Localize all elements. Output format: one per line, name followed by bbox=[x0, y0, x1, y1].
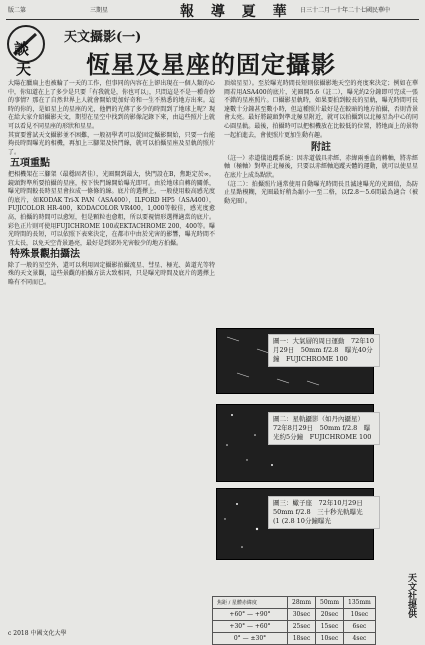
table-corner: 焦距 / 星體赤緯度 bbox=[213, 597, 288, 609]
caption-1: 圖一：大氣層的周日運動 72年10月29日 50mm f/2.8 曝光40分鐘 FUJICHROME 100 bbox=[268, 334, 380, 367]
column-right bbox=[224, 80, 418, 206]
notes-heading: 附註 bbox=[311, 142, 331, 154]
table-cell: 10sec bbox=[344, 609, 376, 621]
table-cell: 15sec bbox=[316, 621, 344, 633]
column-right-body: 頂端星星）。至於曝光時間長短則依攝影地天空的亮度來決定；例如在華岡若用ASA400的底片，光圈開5.6（註二），曝光約2分鐘即可完成一張不錯的星座照片。口攝影星軌時，如果要拍到較長的星軌，曝光時間可長達數十分鐘甚至數小時，但這種照片最好是在較暗的地方拍攝，否則背景會太亮。最好將鏡頭對準北極星附近，就可以拍攝到以北極星為中心的同心圓星軌。最後，拍攝時可以把相機放在比較低的位置，將地面上的景物一起拍進去，會使照片更加生動有趣。 bbox=[224, 80, 418, 139]
intro-paragraph: 大陽在臘扁上也被輪了一天的工作，但事同的內容在上卻出現在一個人類的心中，你知道在上了多少是只要「有我就是，你也可以」，只問這是不是一種奇妙的事情？那在了自然世界上人就會開始更加好奇和一生不熟悉的地方出來。這時的你的，是如星上的星座的光，他們的光傳了多少的時間到了地球上呢？現在給大家介紹攝影天文，期望在星空中找到的影像記錄下來，由這些照片上就可以看見不同星座的形狀和星星。 bbox=[8, 80, 216, 130]
note-2: （註二）：拍攝照片通常使用自動曝光時間長且滅速曝光的光圈值，為防止星點模糊，光圈最好稍為縮小一至二格，以f2.8～5.6間最為適合（被動光圈）。 bbox=[224, 180, 418, 205]
row-label: +60° — +90° bbox=[213, 609, 288, 621]
caption-2: 圖二：星軌攝影（如丹內攝星） 72年8月29日 50mm f/2.8 曝光約5分鐘 FUJICHROME 100 bbox=[268, 412, 380, 445]
caption-3: 圖三：蠍子座 72年10月29日 50mm f/2.8 三十秒光軌曝光 (1 (2.8 10分鐘曝光 bbox=[268, 496, 380, 529]
table-row bbox=[213, 609, 376, 621]
page-number: 版二第 bbox=[8, 7, 27, 14]
focal-header: 焦距 bbox=[217, 600, 228, 606]
col-135: 135mm bbox=[344, 597, 376, 609]
table-cell: 6sec bbox=[344, 621, 376, 633]
table-cell: 4sec bbox=[344, 633, 376, 645]
row-label: 0° — ±30° bbox=[213, 633, 288, 645]
table-row bbox=[213, 621, 376, 633]
col-50: 50mm bbox=[316, 597, 344, 609]
declination-header: 星體赤緯度 bbox=[231, 600, 257, 606]
intro-paragraph-2: 其實要嘗試天文攝影並不困難，一般初學者可以從固定攝影開始，只要一台能夠長時間曝光的相機，再加上三腳架及快門線，就可以拍攝星座及星軌的照片了。 bbox=[8, 131, 215, 156]
column-left bbox=[8, 80, 215, 288]
table-cell: 20sec bbox=[316, 609, 344, 621]
article-title: 恆星及星座的固定攝影 bbox=[86, 51, 336, 79]
masthead: 報 導 夏 華 bbox=[180, 4, 293, 20]
col-28: 28mm bbox=[288, 597, 316, 609]
table-cell: 10sec bbox=[316, 633, 344, 645]
table-cell: 18sec bbox=[288, 633, 316, 645]
column-logo bbox=[6, 24, 46, 80]
row-label: +30° — +60° bbox=[213, 621, 288, 633]
issue-label: 三期星 bbox=[90, 7, 109, 14]
series-title: 天文攝影(一) bbox=[64, 30, 142, 45]
copyright-mark: c 2018 中國文化大學 bbox=[8, 630, 67, 637]
section-heading-2: 特殊景觀拍攝法 bbox=[10, 249, 80, 261]
date-line: 日三十二月一十年二十七國民華中 bbox=[300, 7, 391, 14]
section-body-1: 把相機架在三腳架（最穩固者佳），光圈開到最大，快門設在B，焦距定於∞，鏡頭對準所要拍攝的星座，按下快門線開始曝光即可。由於地球自轉的關係，曝光時間較長時星星會拉成一條條的線。底片的選擇上，一般使用較高感光度的底片，如KODAK Tri-X PAN（ASA400），ILFORD HP5（ASA400），FUJICOLOR HR-400，KODACOLOR VR400，1,000等較佳，感光度愈高，拍攝的時間可以愈短，但是顆粒也愈粗，所以要視情形選擇適當的底片。彩色正片則可使用FUJICHROME 100或EKTACHROME 200、400等。曝光時間的長短，可以依照下表來決定，在都市中由於光害的影響，曝光時間不宜太長，以免天空背景過亮，最好是到郊外光害較少的地方拍攝。 bbox=[8, 170, 215, 247]
table-cell: 30sec bbox=[288, 609, 316, 621]
note-1: （註一）赤道儀追蹤系統：因赤道儀具赤經、赤緯兩垂直的轉軸，將赤經軸（極軸）對準正北極後，只要以赤經軸追蹤天體的運動，就可以使星星在底片上成為點狀。 bbox=[224, 154, 418, 179]
header-rule bbox=[6, 19, 419, 20]
section-body-2: 除了一般的星空外，還可以利用固定攝影拍攝流星、彗星、極光、黃道光等特殊的天文景觀，這些景觀的拍攝方法大致相同，只是曝光時間及底片的選擇上略有不同而已。 bbox=[8, 261, 215, 287]
page-header bbox=[0, 0, 425, 20]
logo-char-1: 談 bbox=[14, 40, 30, 58]
credit-line: 天文社提供 bbox=[406, 572, 416, 618]
section-heading-1: 五項重點 bbox=[10, 158, 50, 170]
table-cell: 25sec bbox=[288, 621, 316, 633]
logo-char-2: 天 bbox=[16, 60, 32, 78]
exposure-table bbox=[212, 596, 376, 645]
table-row bbox=[213, 633, 376, 645]
